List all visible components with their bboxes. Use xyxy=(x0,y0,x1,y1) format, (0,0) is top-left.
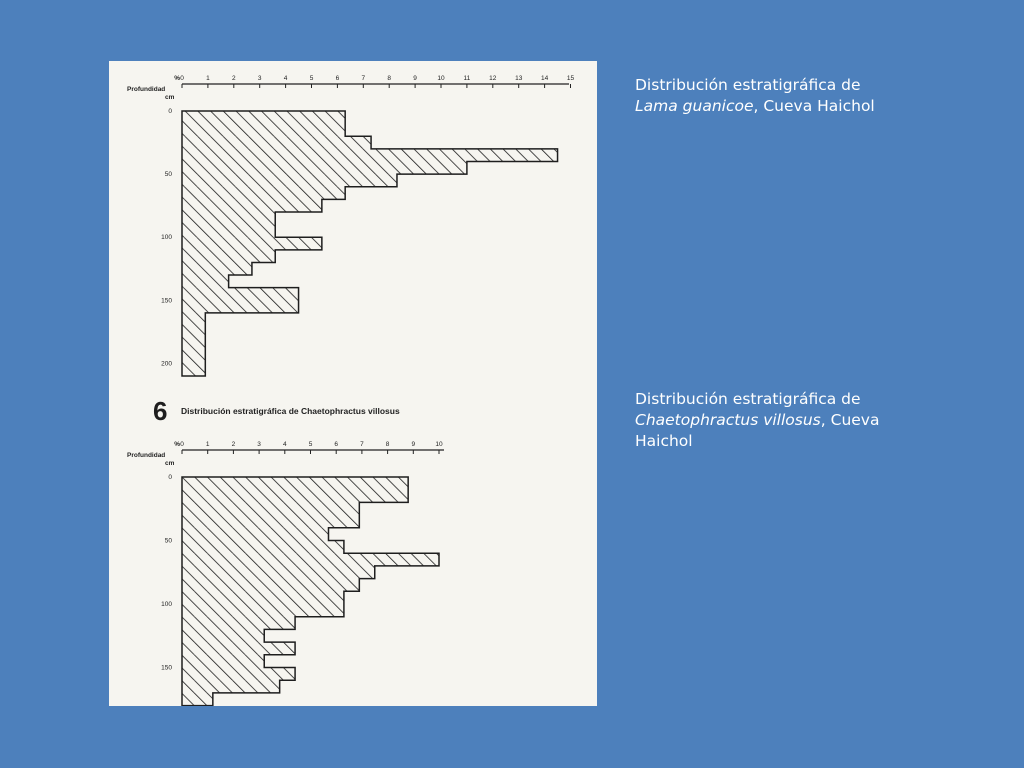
chart2-bar xyxy=(182,566,375,579)
caption-chaeto-line1: Distribución estratigráfica de xyxy=(635,390,861,408)
chart2-bar xyxy=(182,642,295,655)
chart2-x-tick-label: 4 xyxy=(282,441,287,448)
chart1-y-tick-label: 200 xyxy=(161,360,172,368)
chart2-bar xyxy=(182,591,344,616)
chart2-title: Distribución estratigráfica de Chaetophractus villosus xyxy=(181,406,400,416)
figure-svg xyxy=(109,61,597,706)
chart2-bar xyxy=(182,655,264,668)
chart2-x-tick-label: 10 xyxy=(435,441,443,448)
chart2-y-tick-label: 50 xyxy=(164,537,172,545)
chart1-bar xyxy=(182,187,345,200)
chart2-bar xyxy=(182,629,264,642)
chart1-y-tick-label: 50 xyxy=(164,171,172,179)
chart1-x-tick-label: 2 xyxy=(231,75,236,82)
chart2-bar xyxy=(182,693,213,706)
chart1-percent-label: % xyxy=(174,75,180,82)
caption-lama-species: Lama guanicoe xyxy=(635,97,754,115)
chart2-x-tick-label: 0 xyxy=(180,441,184,448)
chart1-bar xyxy=(182,237,322,250)
caption-lama-line2 xyxy=(635,96,935,117)
chart1-x-tick-label: 10 xyxy=(437,75,445,82)
chart1-x-tick-label: 1 xyxy=(206,75,210,82)
chart1-x-tick-label: 15 xyxy=(566,75,575,82)
scanned-figure xyxy=(109,61,597,706)
chart2-x-tick-label: 9 xyxy=(411,441,416,448)
chart2-bar xyxy=(182,541,344,554)
chart1-x-tick-label: 6 xyxy=(335,75,340,82)
chart2-y-axis-label: Profundidad xyxy=(127,452,166,459)
chart1-bar xyxy=(182,136,371,149)
chart2-y-axis-unit: cm xyxy=(165,460,175,467)
chart1-x-tick-label: 9 xyxy=(413,75,417,82)
chart1-bar xyxy=(182,250,275,263)
chart1-x-tick-label: 7 xyxy=(361,75,366,82)
caption-lama-rest: , Cueva Haichol xyxy=(753,97,875,115)
chart2-x-tick-label: 3 xyxy=(257,441,261,448)
caption-chaeto-line2 xyxy=(635,410,935,452)
chart1-y-tick-label: 150 xyxy=(161,297,172,305)
figure-number: 6 xyxy=(153,396,168,426)
chart2-bar xyxy=(182,668,295,681)
chart2-x-tick-label: 5 xyxy=(308,441,313,448)
chart1-x-tick-label: 5 xyxy=(309,75,314,82)
chart1-bar xyxy=(182,212,275,237)
chart2-y-tick-label: 150 xyxy=(161,664,172,672)
chart2-y-tick-label: 0 xyxy=(168,474,172,481)
chart2-bar xyxy=(182,528,328,541)
chart2-x-tick-label: 7 xyxy=(360,441,364,448)
chart1-bar xyxy=(182,111,345,136)
chart2-bar xyxy=(182,680,280,693)
chart2-x-tick-label: 8 xyxy=(385,441,390,448)
chart2-x-tick-label: 6 xyxy=(334,441,339,448)
chart1-x-tick-label: 4 xyxy=(283,75,288,82)
chart1-x-tick-label: 3 xyxy=(257,75,262,82)
chart1-bar xyxy=(182,149,558,162)
chart1-bar xyxy=(182,161,467,174)
chart1-y-tick-label: 100 xyxy=(161,234,172,242)
chart1-x-tick-label: 8 xyxy=(387,75,392,82)
caption-chaetophractus xyxy=(635,389,935,452)
chart1-x-tick-label: 14 xyxy=(540,75,549,82)
chart2-y-tick-label: 100 xyxy=(161,601,172,608)
chart1-bar xyxy=(182,288,299,313)
chart2-x-tick-label: 2 xyxy=(231,441,236,448)
chart1-y-tick-label: 0 xyxy=(168,108,172,115)
chart1-bar xyxy=(182,313,205,376)
chart2-bar xyxy=(182,579,359,592)
chart1-x-tick-label: 0 xyxy=(180,75,184,82)
chart1-x-tick-label: 12 xyxy=(489,75,497,82)
chart2-bar xyxy=(182,502,359,527)
caption-chaeto-species: Chaetophractus villosus xyxy=(635,411,821,429)
chart1-x-tick-label: 13 xyxy=(515,75,523,82)
chart1-bar xyxy=(182,275,229,288)
chart2-percent-label: % xyxy=(174,441,180,448)
chart2-bar xyxy=(182,553,439,566)
chart1-bar xyxy=(182,199,322,212)
caption-lama-line1: Distribución estratigráfica de xyxy=(635,76,861,94)
chart1-y-axis-label: Profundidad xyxy=(127,86,166,93)
caption-chaeto-rest: , Cueva Haichol xyxy=(635,411,880,450)
chart1-bar xyxy=(182,262,252,275)
chart1-y-axis-unit: cm xyxy=(165,94,175,101)
chart2-x-tick-label: 1 xyxy=(205,441,210,448)
chart2-bar xyxy=(182,477,408,502)
caption-lama-guanicoe xyxy=(635,75,935,117)
chart1-bar xyxy=(182,174,397,187)
chart2-bar xyxy=(182,617,295,630)
chart1-x-tick-label: 11 xyxy=(463,75,471,82)
